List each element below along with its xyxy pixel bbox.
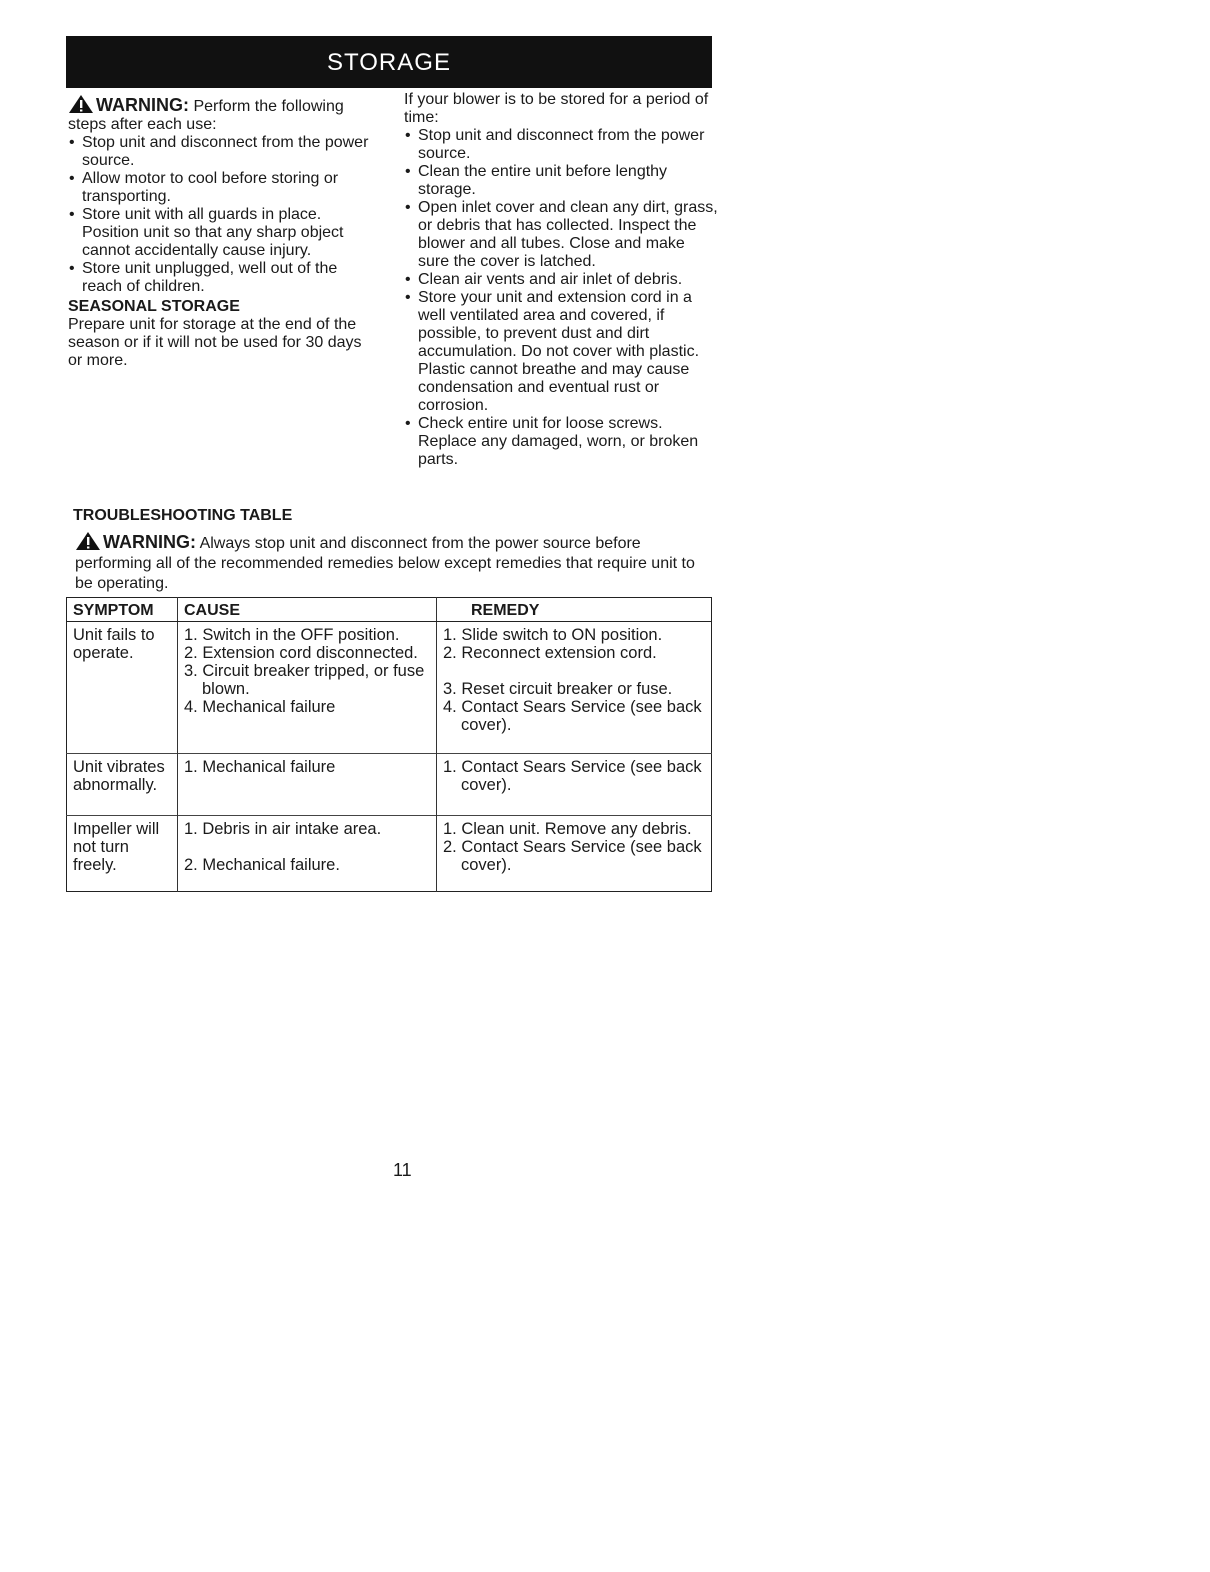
troubleshooting-warning (75, 531, 715, 594)
cause-cell (178, 816, 437, 892)
list-item: • Clean air vents and air inlet of debris. (404, 271, 720, 289)
troubleshooting-table (66, 597, 712, 892)
list-item: • Allow motor to cool before storing or transporting. (68, 170, 380, 206)
cause-item: 2. Extension cord disconnected. (184, 644, 418, 662)
list-item: • Stop unit and disconnect from the power source. (68, 134, 380, 170)
after-use-warning-column (68, 94, 380, 370)
cause-item: 2. Mechanical failure. (184, 856, 340, 874)
remedy-item: 2. Reconnect extension cord. (443, 644, 657, 662)
symptom-header: SYMPTOM (67, 598, 178, 622)
remedy-header (437, 598, 712, 622)
after-use-steps (68, 134, 380, 296)
remedy-cell (437, 754, 712, 816)
remedy-item: 2. Contact Sears Service (see back cover). (443, 838, 702, 874)
long-term-steps (404, 127, 720, 469)
warning-triangle-icon (75, 531, 101, 551)
symptom-cell: Unit vibrates abnormally. (67, 754, 178, 816)
remedy-item: 1. Clean unit. Remove any debris. (443, 820, 692, 838)
table-header-row (67, 598, 712, 622)
list-item: • Open inlet cover and clean any dirt, grass, or debris that has collected. Inspect the blower and all tubes. Close and make sure the cover is latched. (404, 199, 720, 271)
list-item: • Clean the entire unit before lengthy storage. (404, 163, 720, 199)
warning-label: WARNING: (103, 532, 196, 552)
symptom-cell: Unit fails to operate. (73, 626, 155, 662)
cause-item: 1. Debris in air intake area. (184, 820, 382, 838)
list-item: • Stop unit and disconnect from the power source. (404, 127, 720, 163)
section-banner: STORAGE (66, 36, 712, 88)
cause-cell (178, 754, 437, 816)
after-use-warning (68, 94, 380, 134)
cause-cell (178, 622, 437, 754)
remedy-cell (437, 622, 712, 754)
remedy-item: 3. Reset circuit breaker or fuse. (443, 680, 673, 698)
warning-label: WARNING: (96, 95, 189, 115)
warning-intro: Perform the following steps after each use: (68, 98, 344, 133)
remedy-item: 1. Slide switch to ON position. (443, 626, 663, 644)
symptom-cell: Impeller will not turn freely. (67, 816, 178, 892)
seasonal-storage-heading: SEASONAL STORAGE (68, 298, 240, 315)
list-item: • Store unit with all guards in place. Position unit so that any sharp object cannot accidentally cause injury. (68, 206, 380, 260)
page-number: 11 (393, 1160, 412, 1180)
seasonal-storage-text: Prepare unit for storage at the end of the season or if it will not be used for 30 days or more. (68, 316, 362, 369)
remedy-header-label: REMEDY (471, 602, 540, 619)
remedy-cell (437, 816, 712, 892)
long-term-storage-column (404, 91, 720, 469)
long-term-intro: If your blower is to be stored for a period of time: (404, 91, 709, 126)
warning-triangle-icon (68, 94, 94, 114)
list-item: • Store your unit and extension cord in a well ventilated area and covered, if possible, to prevent dust and dirt accumulation. Do not cover with plastic. Plastic cannot breathe and may cause condensation and eventual rust or corrosion. (404, 289, 720, 415)
cause-item: 4. Mechanical failure (184, 698, 336, 716)
troubleshooting-title: TROUBLESHOOTING TABLE (73, 507, 293, 524)
cause-item: 1. Switch in the OFF position. (184, 626, 400, 644)
table-row (67, 622, 712, 754)
cause-header: CAUSE (178, 598, 437, 622)
warning-text: Always stop unit and disconnect from the power source before performing all of the recommended remedies below except remedies that require unit to be operating. (75, 535, 695, 592)
cause-item: 3. Circuit breaker tripped, or fuse blown. (184, 662, 425, 698)
list-item: • Check entire unit for loose screws. Replace any damaged, worn, or broken parts. (404, 415, 720, 469)
cause-item: 1. Mechanical failure (184, 758, 336, 776)
remedy-item: 4. Contact Sears Service (see back cover). (443, 698, 702, 734)
remedy-item: 1. Contact Sears Service (see back cover). (443, 758, 702, 794)
table-row (67, 754, 712, 816)
table-row (67, 816, 712, 892)
list-item: • Store unit unplugged, well out of the reach of children. (68, 260, 380, 296)
